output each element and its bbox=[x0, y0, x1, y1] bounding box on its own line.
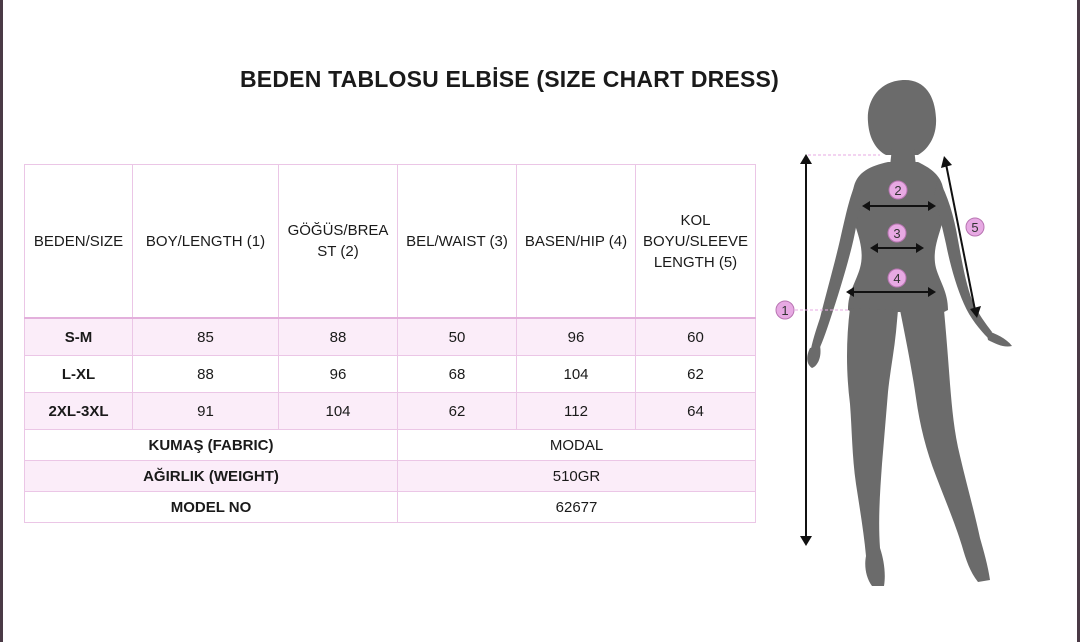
cell-length: 88 bbox=[133, 356, 279, 393]
cell-breast: 96 bbox=[279, 356, 398, 393]
marker-5 bbox=[966, 218, 984, 236]
cell-length: 85 bbox=[133, 318, 279, 356]
cell-size: S-M bbox=[25, 318, 133, 356]
table-row bbox=[25, 393, 756, 430]
marker-1-label: 1 bbox=[781, 303, 789, 318]
marker-4-label: 4 bbox=[893, 271, 901, 286]
cell-sleeve: 64 bbox=[636, 393, 756, 430]
cell-hip: 112 bbox=[517, 393, 636, 430]
cell-breast: 88 bbox=[279, 318, 398, 356]
table-row bbox=[25, 356, 756, 393]
marker-3 bbox=[888, 224, 906, 242]
model-no-value: 62677 bbox=[398, 492, 756, 523]
marker-5-label: 5 bbox=[971, 220, 979, 235]
cell-waist: 62 bbox=[398, 393, 517, 430]
marker-1 bbox=[776, 301, 794, 319]
header-waist: BEL/WAIST (3) bbox=[398, 165, 517, 319]
cell-hip: 104 bbox=[517, 356, 636, 393]
fabric-label: KUMAŞ (FABRIC) bbox=[25, 430, 398, 461]
cell-size: 2XL-3XL bbox=[25, 393, 133, 430]
model-no-label: MODEL NO bbox=[25, 492, 398, 523]
info-row-weight bbox=[25, 461, 756, 492]
info-row-model-no bbox=[25, 492, 756, 523]
header-breast: GÖĞÜS/BREA ST (2) bbox=[279, 165, 398, 319]
size-chart-table bbox=[24, 164, 756, 523]
marker-3-label: 3 bbox=[893, 226, 901, 241]
header-hip: BASEN/HIP (4) bbox=[517, 165, 636, 319]
header-size: BEDEN/SIZE bbox=[25, 165, 133, 319]
page-title: BEDEN TABLOSU ELBİSE (SIZE CHART DRESS) bbox=[240, 66, 779, 92]
fabric-value: MODAL bbox=[398, 430, 756, 461]
table-row bbox=[25, 318, 756, 356]
table-header-row bbox=[25, 165, 756, 319]
marker-4 bbox=[888, 269, 906, 287]
info-row-fabric bbox=[25, 430, 756, 461]
weight-value: 510GR bbox=[398, 461, 756, 492]
left-frame-border bbox=[0, 0, 3, 642]
body-measurement-figure bbox=[770, 70, 1030, 600]
cell-waist: 68 bbox=[398, 356, 517, 393]
header-length: BOY/LENGTH (1) bbox=[133, 165, 279, 319]
cell-breast: 104 bbox=[279, 393, 398, 430]
cell-size: L-XL bbox=[25, 356, 133, 393]
cell-sleeve: 62 bbox=[636, 356, 756, 393]
cell-length: 91 bbox=[133, 393, 279, 430]
header-sleeve: KOL BOYU/SLEEVE LENGTH (5) bbox=[636, 165, 756, 319]
weight-label: AĞIRLIK (WEIGHT) bbox=[25, 461, 398, 492]
cell-hip: 96 bbox=[517, 318, 636, 356]
cell-waist: 50 bbox=[398, 318, 517, 356]
cell-sleeve: 60 bbox=[636, 318, 756, 356]
body-silhouette bbox=[807, 80, 1012, 586]
marker-2-label: 2 bbox=[894, 183, 902, 198]
marker-2 bbox=[889, 181, 907, 199]
